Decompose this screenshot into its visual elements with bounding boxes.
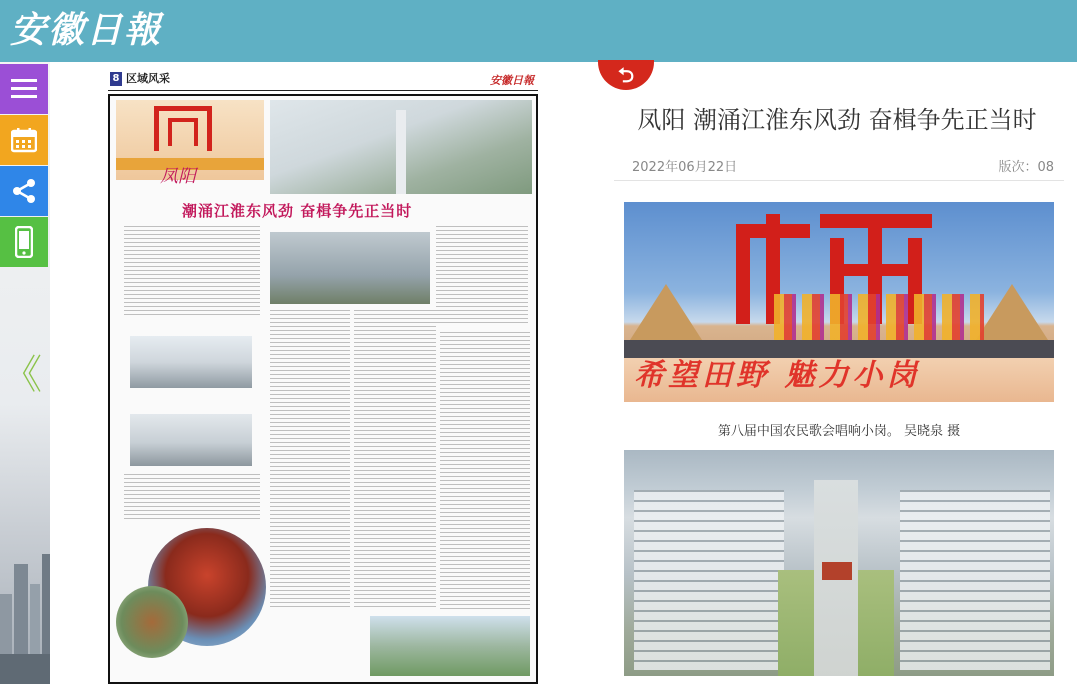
newspaper-text-block — [354, 310, 436, 610]
prev-page-arrow[interactable]: 《 — [2, 352, 42, 398]
aerial-city-photo — [624, 450, 1054, 676]
divider — [614, 180, 1064, 181]
newspaper-aerial-photo — [270, 100, 532, 194]
folk-song-festival-photo — [624, 202, 1054, 402]
newspaper-place-title: 凤阳 — [160, 166, 196, 187]
newspaper-headline: 潮涌江淮东风劲 奋楫争先正当时 — [182, 202, 413, 220]
top-header — [0, 0, 1077, 62]
page-number: 8 — [110, 72, 122, 86]
calendar-button[interactable] — [0, 115, 48, 165]
section-name: 区域风采 — [126, 72, 170, 85]
newspaper-pavilion-photo — [116, 586, 188, 658]
newspaper-text-block — [270, 310, 350, 610]
calendar-icon — [11, 127, 37, 153]
newspaper-page-header — [108, 70, 538, 91]
menu-button[interactable] — [0, 64, 48, 114]
share-button[interactable] — [0, 166, 48, 216]
newspaper-text-block — [124, 226, 260, 316]
mobile-button[interactable] — [0, 217, 48, 267]
newspaper-factory-photo — [130, 336, 252, 388]
newspaper-farmland-photo — [370, 616, 530, 676]
share-icon — [11, 178, 37, 204]
newspaper-text-block — [436, 226, 528, 326]
menu-icon — [11, 78, 37, 100]
mobile-icon — [15, 226, 33, 258]
newspaper-text-block — [440, 332, 530, 612]
newspaper-article-area[interactable] — [108, 94, 538, 684]
newspaper-construction-photo — [270, 232, 430, 304]
newspaper-building-photo — [130, 414, 252, 466]
article-edition: 版次：08 — [998, 160, 1054, 175]
newspaper-brand: 安徽日報 — [490, 74, 534, 87]
newspaper-logo[interactable]: 安徽日報 — [10, 9, 163, 51]
photo-banner-text: 希望田野 魅力小岗 — [634, 358, 921, 393]
article-date: 2022年06月22日 — [632, 160, 738, 175]
city-skyline-image — [0, 534, 50, 684]
newspaper-page[interactable] — [108, 70, 538, 682]
back-arrow-icon: ⮌ — [617, 63, 635, 87]
newspaper-text-block — [124, 474, 260, 520]
photo-caption: 第八届中国农民歌会唱响小岗。 吴晓泉 摄 — [717, 424, 961, 439]
article-title: 凤阳 潮涌江淮东风劲 奋楫争先正当时 — [637, 106, 1037, 134]
